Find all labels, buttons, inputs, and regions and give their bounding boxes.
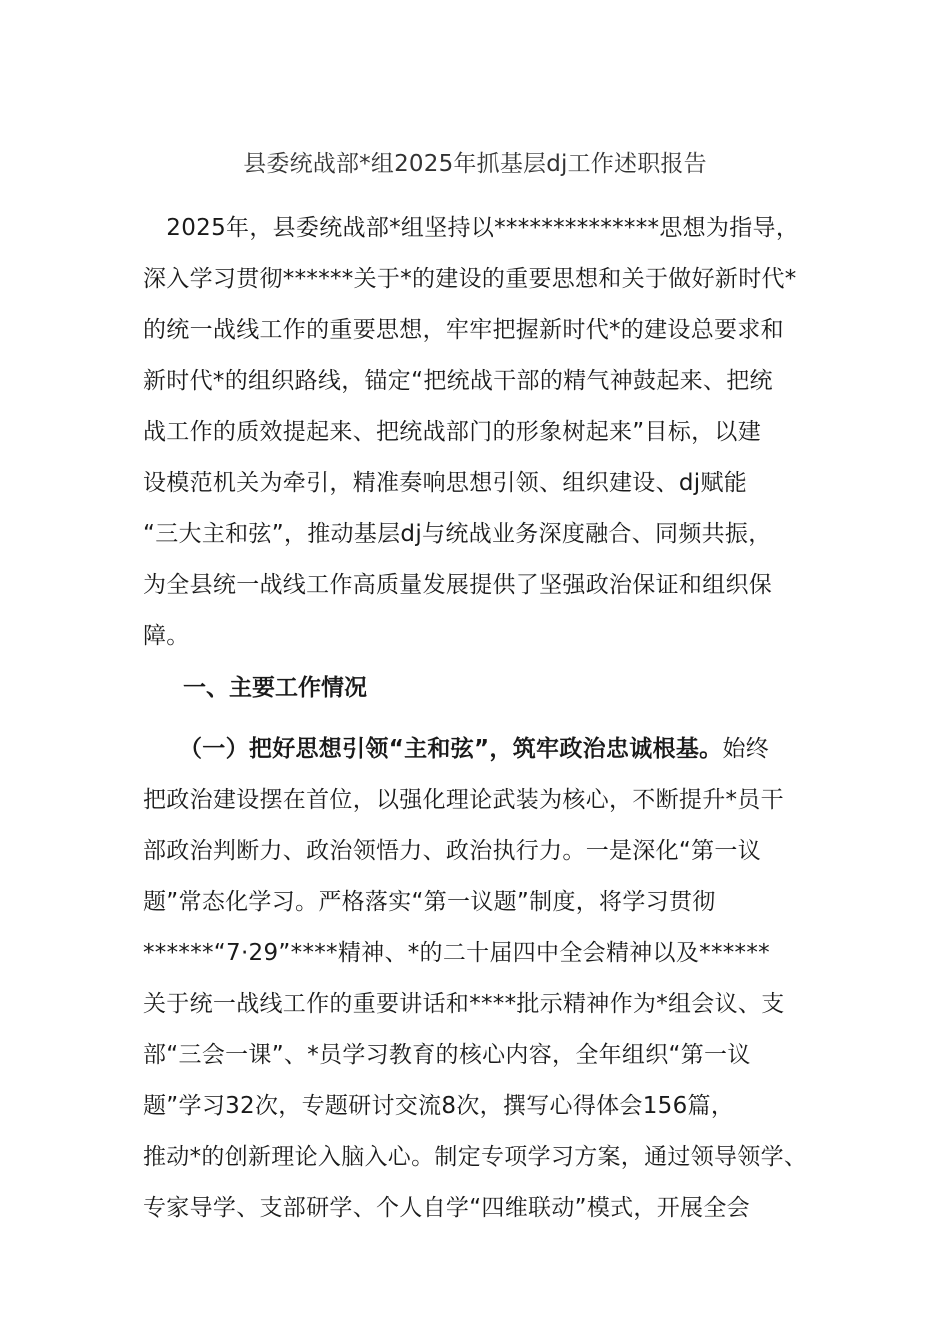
subsection-line: 题”学习32次，专题研讨交流8次，撰写心得体会156篇， [143,1093,735,1119]
subsection-line: 部政治判断力、政治领悟力、政治执行力。一是深化“第一议 [143,838,762,864]
document-title: 县委统战部*组2025年抓基层dj工作述职报告 [243,151,707,177]
intro-line: 新时代*的组织路线，锚定“把统战干部的精气神鼓起来、把统 [143,368,773,394]
subsection-line: ******“7·29”****精神、*的二十届四中全会精神以及****** [143,940,770,966]
intro-line: 2025年，县委统战部*组坚持以**************思想为指导， [143,215,800,241]
subsection-line: 推动*的创新理论入脑入心。制定专项学习方案，通过领导领学、 [143,1144,808,1170]
subsection-line: 部“三会一课”、*员学习教育的核心内容，全年组织“第一议 [143,1042,751,1068]
intro-paragraph [143,203,823,662]
subsection-line: 关于统一战线工作的重要讲话和****批示精神作为*组会议、支 [143,991,785,1017]
intro-line: 设模范机关为牵引，精准奏响思想引领、组织建设、dj赋能 [143,470,748,496]
intro-line: 障。 [143,623,190,649]
intro-line: “三大主和弦”，推动基层dj与统战业务深度融合、同频共振， [143,521,772,547]
subsection-paragraph [143,724,823,1234]
intro-line: 为全县统一战线工作高质量发展提供了坚强政治保证和组织保 [143,572,773,598]
subsection-line: 题”常态化学习。严格落实“第一议题”制度，将学习贯彻 [143,889,716,915]
section-heading: 一、主要工作情况 [183,675,367,701]
subsection-heading: （一）把好思想引领“主和弦”，筑牢政治忠诚根基。 [179,736,723,762]
subsection-line: 把政治建设摆在首位，以强化理论武装为核心，不断提升*员干 [143,787,784,813]
subsection-first-line [143,724,823,775]
subsection-line: 专家导学、支部研学、个人自学“四维联动”模式，开展全会 [143,1195,750,1221]
intro-line: 深入学习贯彻******关于*的建设的重要思想和关于做好新时代* [143,266,797,292]
intro-line: 的统一战线工作的重要思想，牢牢把握新时代*的建设总要求和 [143,317,784,343]
intro-line: 战工作的质效提起来、把统战部门的形象树起来”目标，以建 [143,419,762,445]
subsection-lead-text: 始终 [722,736,770,762]
